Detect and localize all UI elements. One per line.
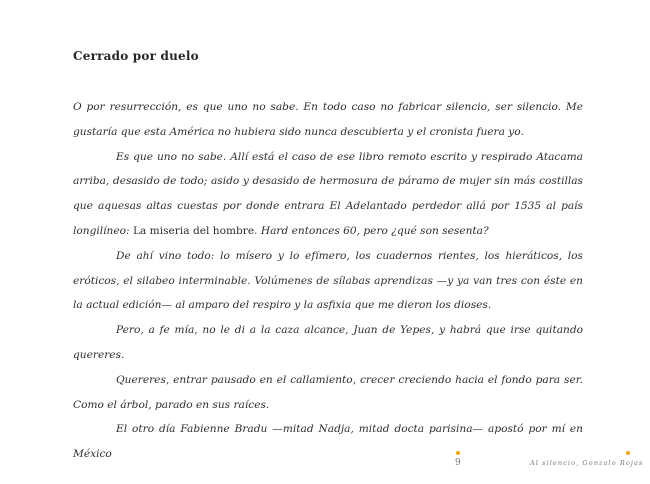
body-paragraph: [73, 318, 583, 368]
italic-text: Quereres, entrar pausado en el callamiento, crecer creciendo hacia el fondo para ser. Como el árbol, parado en sus raíces.: [73, 373, 583, 411]
body-paragraph: [73, 95, 583, 145]
body-paragraph: [73, 368, 583, 418]
roman-text: La miseria del hombre.: [132, 224, 261, 237]
italic-text: Hard entonces 60, pero ¿qué son sesenta?: [260, 224, 489, 237]
chapter-title: Cerrado por duelo: [73, 49, 199, 63]
running-head: Al silencio, Gonzalo Rojas: [530, 459, 644, 467]
body-paragraph: [73, 417, 583, 467]
accent-dot-right: [626, 451, 630, 455]
body-paragraph: [73, 244, 583, 318]
italic-text: De ahí vino todo: lo mísero y lo efímero, los cuadernos rientes, los hieráticos, los eróticos, el silabeo interminable. Volúmenes de sílabas aprendizas —y ya van tres con éste en la actual edición— al amparo del respiro y la asfixia que me dieron los dioses.: [73, 249, 583, 312]
body-paragraph: [73, 145, 583, 244]
italic-text: Es que uno no sabe. Allí está el caso de ese libro remoto escrito y respirado Atacama arriba, desasido de todo; asido y desasido de hermosura de páramo de mujer sin más costillas que aquesas altas cuestas por donde entrara El Adelantado perdedor allá por 1535 al país longilíneo:: [73, 150, 583, 237]
italic-text: El otro día Fabienne Bradu —mitad Nadja, mitad docta parisina— apostó por mí en México: [73, 423, 583, 461]
italic-text: Pero, a fe mía, no le di a la caza alcance, Juan de Yepes, y habrá que irse quitando quereres.: [73, 324, 583, 361]
page-number: 9: [455, 458, 461, 468]
italic-text: O por resurrección, es que uno no sabe. En todo caso no fabricar silencio, ser silencio. Me gustaría que esta América no hubiera sido nunca descubierta y el cronista fuera yo.: [73, 101, 583, 138]
body-text: [73, 95, 583, 467]
accent-dot-left: [456, 451, 460, 455]
